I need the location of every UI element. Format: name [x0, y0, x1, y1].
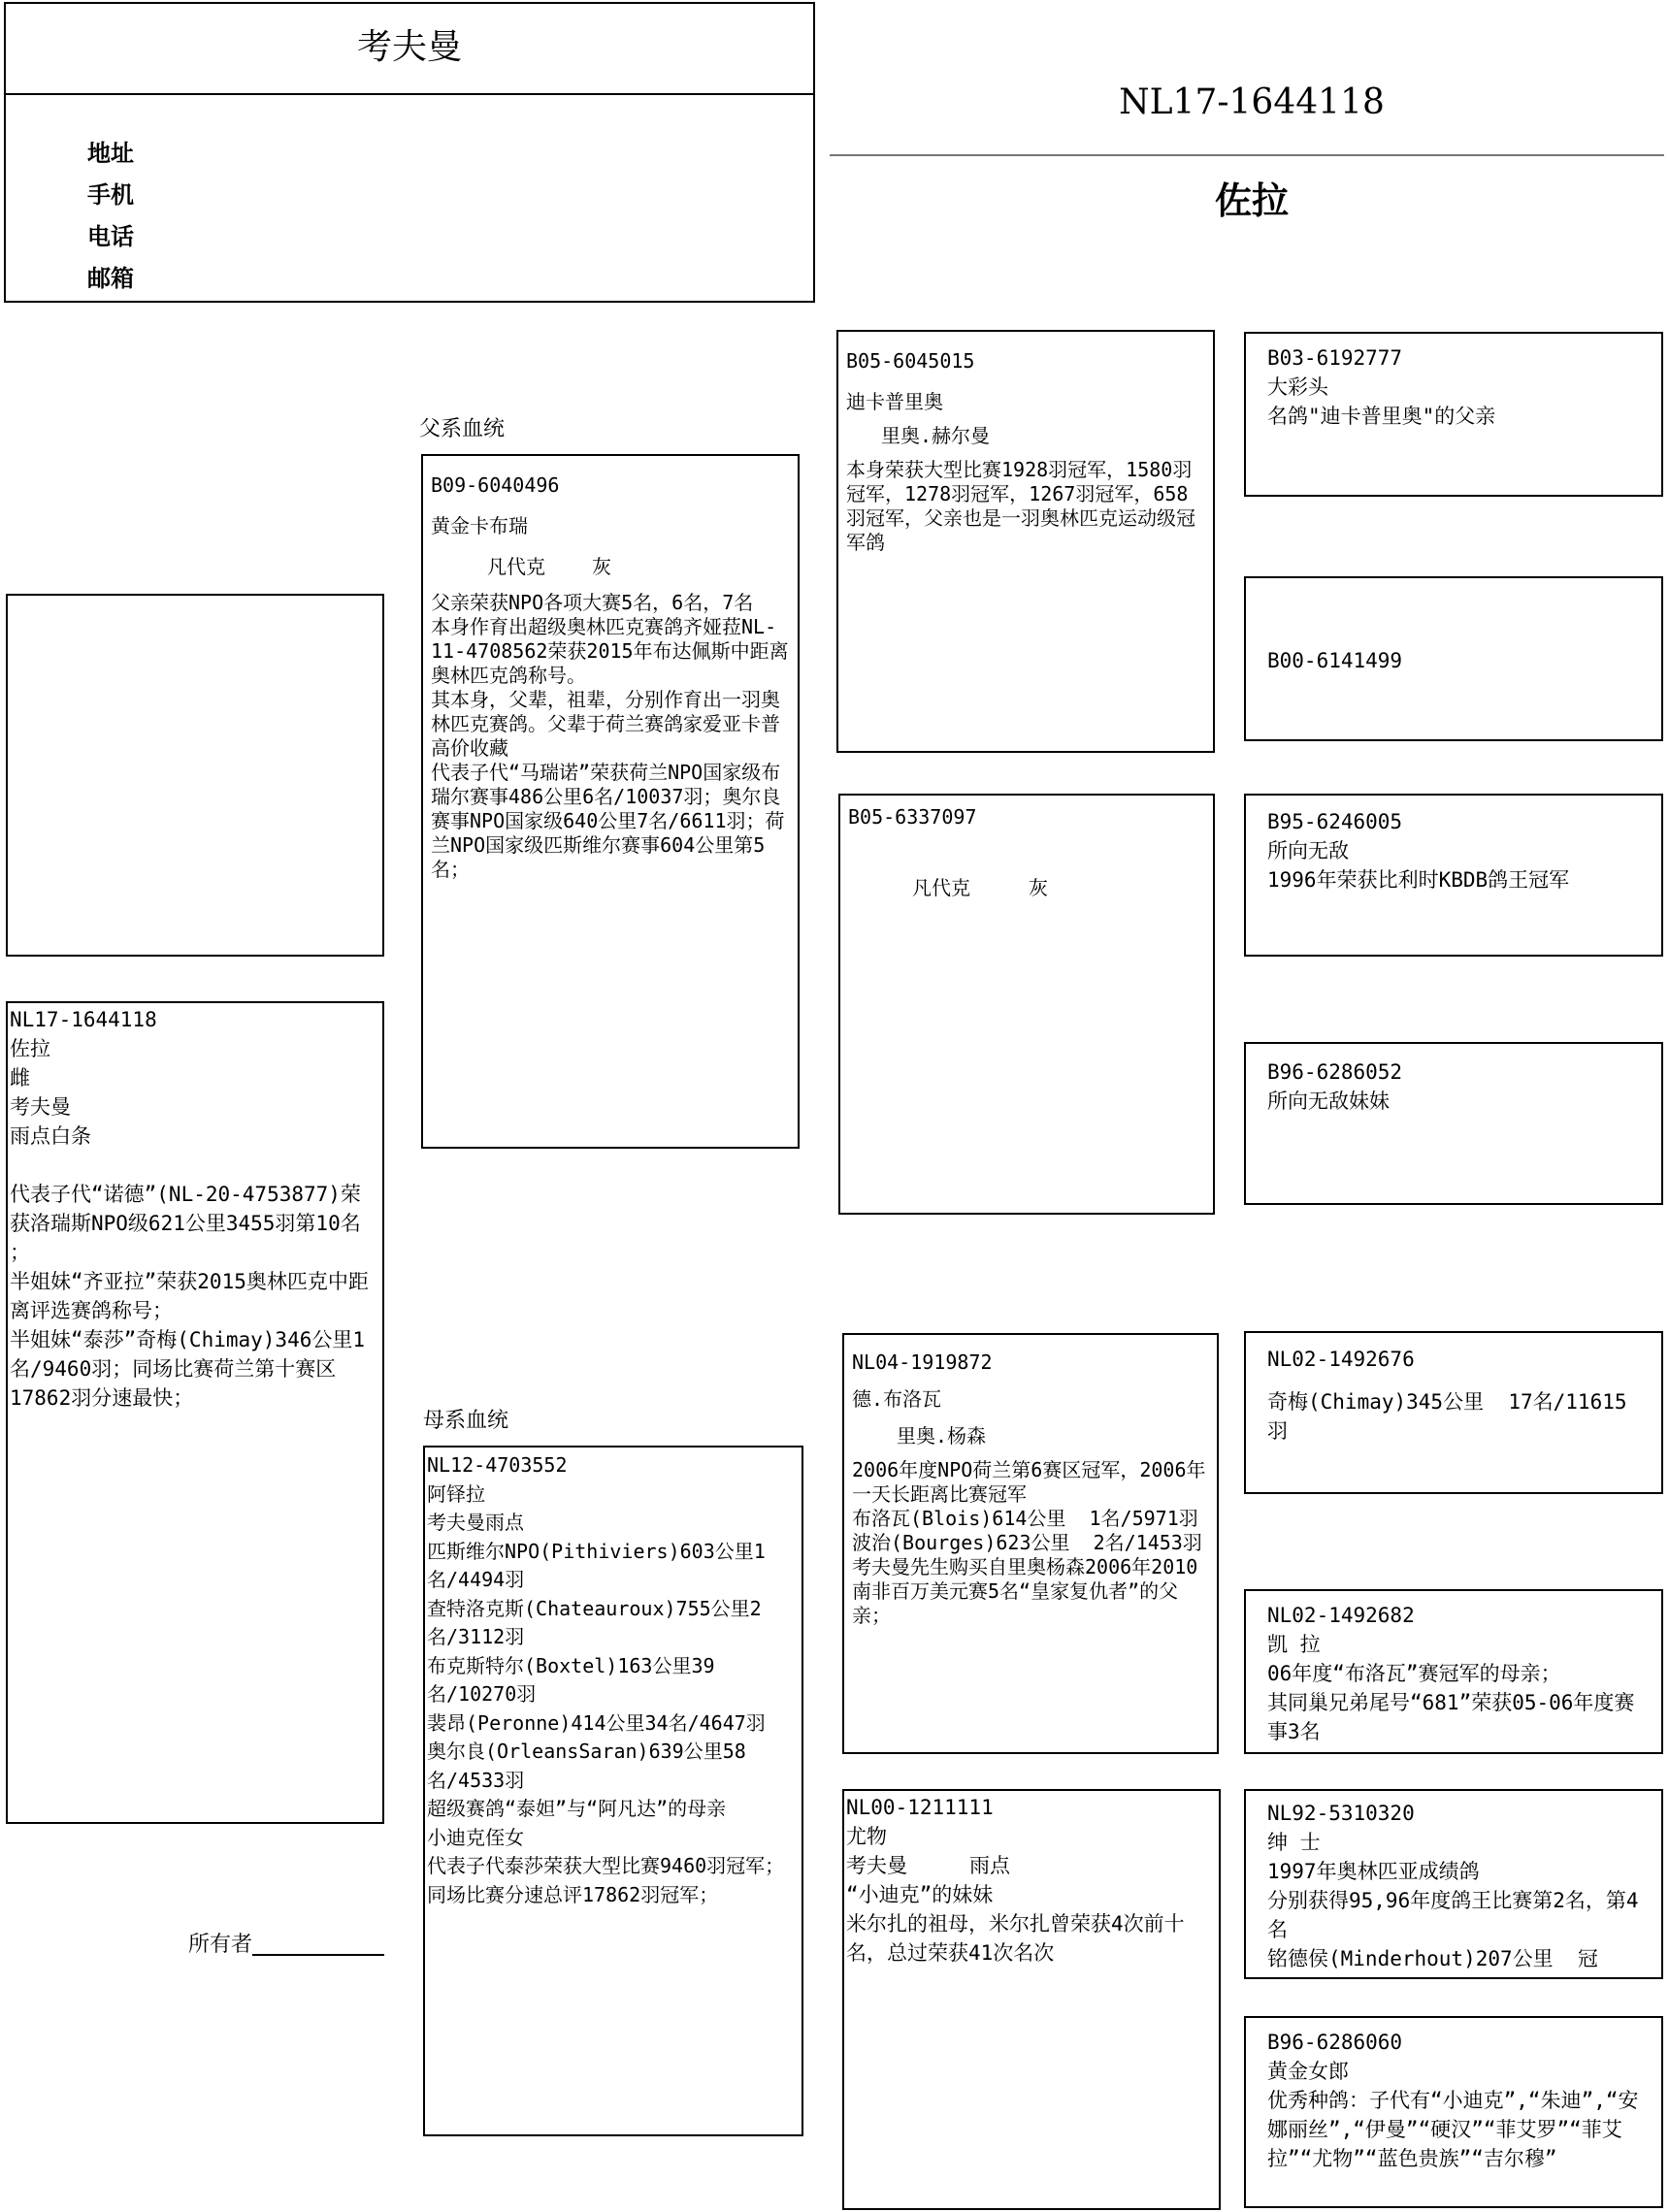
mobile-label: 手机	[87, 181, 134, 209]
sdd-name: 所向无敌妹妹	[1267, 1090, 1390, 1113]
email-label: 邮箱	[87, 265, 134, 292]
dsd-note: 06年度“布洛瓦”赛冠军的母亲；	[1267, 1662, 1561, 1685]
ds-note: 考夫曼先生购买自里奥杨森2006年2010南非百万美元赛5名“皇家复仇者”的父亲；	[852, 1555, 1198, 1627]
sd-ring: B05-6337097	[848, 805, 977, 829]
dds-note: 铭德侯(Minderhout)207公里 冠	[1267, 1947, 1598, 1970]
subject-note: 代表子代“诺德”(NL-20-4753877)荣获洛瑞斯NPO级621公里3455羽第10名 ；	[10, 1183, 374, 1264]
owner-name: 考夫曼	[356, 27, 462, 67]
subject-ring: NL17-1644118	[10, 1008, 157, 1031]
owner-sig-line	[252, 1954, 384, 1956]
dam-note: 代表子代泰莎荣获大型比赛9460羽冠军；同场比赛分速总评17862羽冠军；	[427, 1854, 785, 1906]
ddd-note: 优秀种鸽：子代有“小迪克”,“朱迪”,“安娜丽丝”,“伊曼”“硬汉”“菲艾罗”“菲艾拉”“尤物”“蓝色贵族”“吉尔穆”	[1267, 2089, 1639, 2170]
ds-note: 波治(Bourges)623公里 2名/1453羽	[852, 1531, 1202, 1554]
sire-note: 其本身，父辈，祖辈，分别作育出一羽奥林匹克赛鸽。父辈于荷兰赛鸽家爱亚卡普高价收藏	[431, 688, 780, 760]
subject-note: 半姐妹“泰莎”奇梅(Chimay)346公里1名/9460羽；同场比赛荷兰第十赛区17862羽分速最快；	[10, 1328, 366, 1410]
dam-note: 裴昂(Peronne)414公里34名/4647羽	[427, 1710, 766, 1735]
ds-card	[842, 1333, 1219, 1754]
ds-note: 布洛瓦(Blois)614公里 1名/5971羽	[852, 1507, 1198, 1530]
dam-breeder-color: 考夫曼雨点	[427, 1511, 524, 1534]
ssd-card	[1244, 576, 1663, 741]
sd-color: 灰	[1029, 876, 1048, 899]
header-divider	[6, 93, 813, 95]
owner-signature	[188, 1931, 384, 1960]
dd-color: 雨点	[969, 1854, 1010, 1877]
ds-note: 2006年度NPO荷兰第6赛区冠军，2006年一天长距离比赛冠军	[852, 1458, 1206, 1506]
dam-note: 小迪克侄女	[427, 1825, 524, 1849]
dd-note: “小迪克”的妹妹	[846, 1883, 994, 1906]
sdd-card	[1244, 1042, 1663, 1205]
ss-name: 迪卡普里奥	[846, 390, 943, 413]
sire-card	[421, 454, 800, 1149]
ddd-name: 黄金女郎	[1267, 2060, 1349, 2083]
sds-ring: B95-6246005	[1267, 810, 1403, 833]
ss-card	[836, 330, 1215, 753]
dss-ring: NL02-1492676	[1267, 1348, 1415, 1371]
subject-color: 雨点白条	[10, 1124, 91, 1148]
sire-name: 黄金卡布瑞	[431, 514, 528, 537]
ssd-ring: B00-6141499	[1267, 649, 1403, 672]
dam-note: 匹斯维尔NPO(Pithiviers)603公里1名/4494羽	[427, 1539, 766, 1591]
header-ring-number: NL17-1644118	[1119, 82, 1385, 122]
dam-card	[423, 1446, 803, 2136]
paternal-section-label: 父系血统	[419, 417, 506, 441]
dss-note: 奇梅(Chimay)345公里 17名/11615羽	[1267, 1390, 1627, 1443]
sire-color: 灰	[592, 555, 611, 578]
maternal-section-label: 母系血统	[423, 1409, 509, 1433]
sd-card	[838, 794, 1215, 1215]
dds-name: 绅 士	[1267, 1831, 1321, 1854]
dd-name: 尤物	[846, 1825, 887, 1848]
dam-note: 查特洛克斯(Chateauroux)755公里2名/3112羽	[427, 1596, 762, 1648]
ddd-ring: B96-6286060	[1267, 2031, 1403, 2054]
sire-note: 代表子代“马瑞诺”荣获荷兰NPO国家级布瑞尔赛事486公里6名/10037羽；奥尔良赛事NPO国家级640公里7名/6611羽；荷兰NPO国家级匹斯维尔赛事604公里第5名；	[431, 761, 785, 881]
address-label: 地址	[87, 140, 134, 167]
dd-note: 米尔扎的祖母，米尔扎曾荣获4次前十名，总过荣获41次名次	[846, 1912, 1185, 1965]
ss-note: 本身荣获大型比赛1928羽冠军，1580羽冠军，1278羽冠军，1267羽冠军，658羽冠军，父亲也是一羽奥林匹克运动级冠军鸽	[846, 458, 1195, 554]
dsd-note: 其同巢兄弟尾号“681”荣获05-06年度赛事3名	[1267, 1691, 1635, 1743]
sdd-ring: B96-6286052	[1267, 1060, 1403, 1084]
phone-label: 电话	[87, 223, 134, 250]
ss-ring: B05-6045015	[846, 349, 975, 373]
sire-note: 父亲荣获NPO各项大赛5名，6名，7名	[431, 591, 754, 614]
dds-ring: NL92-5310320	[1267, 1802, 1415, 1825]
ddd-card	[1244, 2016, 1663, 2208]
ds-name: 德.布洛瓦	[852, 1387, 942, 1411]
dsd-card	[1244, 1589, 1663, 1754]
header-rule	[830, 154, 1664, 156]
sds-note: 1996年荣获比利时KBDB鸽王冠军	[1267, 868, 1570, 892]
dds-card	[1244, 1789, 1663, 1979]
subject-sex: 雌	[10, 1066, 30, 1090]
owner-sig-label: 所有者	[188, 1933, 253, 1957]
ss-breeder: 里奥.赫尔曼	[881, 424, 991, 447]
dam-note: 超级赛鸽“泰妲”与“阿凡达”的母亲	[427, 1797, 727, 1820]
dd-breeder: 考夫曼	[846, 1854, 907, 1877]
sss-note: 名鸽"迪卡普里奥"的父亲	[1267, 405, 1496, 428]
dam-name: 阿铎拉	[427, 1481, 485, 1506]
subject-card	[6, 1001, 384, 1824]
owner-header-box	[4, 2, 815, 303]
sd-breeder: 凡代克	[912, 876, 970, 899]
dsd-ring: NL02-1492682	[1267, 1604, 1415, 1627]
sire-note: 本身作育出超级奥林匹克赛鸽齐娅菈NL-11-4708562荣获2015年布达佩斯中距离奥林匹克鸽称号。	[431, 615, 789, 687]
dds-note: 分别获得95,96年度鸽王比赛第2名，第4名	[1267, 1889, 1639, 1941]
sire-breeder: 凡代克	[487, 555, 545, 578]
dsd-name: 凯 拉	[1267, 1633, 1321, 1656]
subject-breeder: 考夫曼	[10, 1095, 71, 1119]
ds-ring: NL04-1919872	[852, 1350, 993, 1374]
sss-card	[1244, 332, 1663, 497]
contact-list	[87, 133, 134, 300]
dam-note: 奥尔良(OrleansSaran)639公里58名/4533羽	[427, 1740, 746, 1792]
subject-note: 半姐妹“齐亚拉”荣获2015奥林匹克中距离评选赛鸽称号；	[10, 1270, 369, 1322]
subject-name: 佐拉	[10, 1037, 50, 1060]
dam-note: 布克斯特尔(Boxtel)163公里39名/10270羽	[427, 1653, 715, 1706]
dds-note: 1997年奥林匹亚成绩鸽	[1267, 1860, 1480, 1883]
sire-ring: B09-6040496	[431, 473, 560, 497]
dss-card	[1244, 1331, 1663, 1494]
sss-ring: B03-6192777	[1267, 346, 1403, 370]
photo-frame	[6, 594, 384, 957]
sss-name: 大彩头	[1267, 375, 1328, 399]
ds-breeder: 里奥.杨森	[897, 1424, 987, 1448]
header-pigeon-name: 佐拉	[1214, 179, 1289, 222]
sds-card	[1244, 794, 1663, 957]
dd-card	[842, 1789, 1221, 2210]
sds-name: 所向无敌	[1267, 839, 1349, 862]
dd-ring: NL00-1211111	[846, 1796, 994, 1819]
dam-ring: NL12-4703552	[427, 1453, 568, 1477]
